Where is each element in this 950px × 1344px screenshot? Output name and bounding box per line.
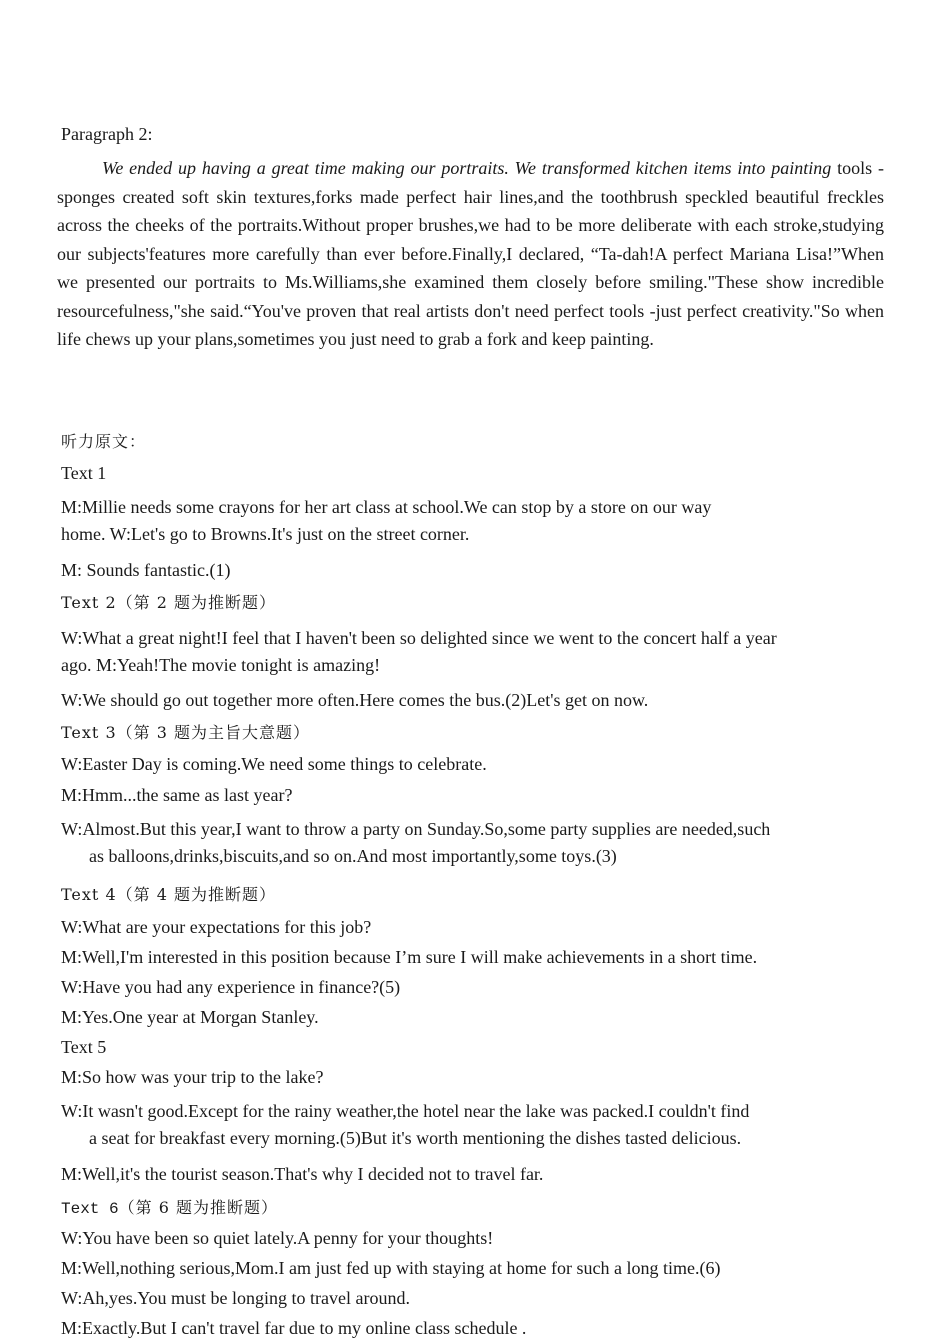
- text4-title: Text 4（第 4 题为推断题）: [61, 885, 276, 904]
- text2-title: Text 2（第 2 题为推断题）: [61, 593, 276, 612]
- text5-line-1: M:So how was your trip to the lake?: [61, 1067, 324, 1087]
- text6-line-1: W:You have been so quiet lately.A penny for your thoughts!: [61, 1228, 494, 1248]
- text4-line-1: W:What are your expectations for this job?: [61, 917, 372, 937]
- text6-line-2: M:Well,nothing serious,Mom.I am just fed up with staying at home for such a long time.(6): [61, 1258, 721, 1278]
- text3-title: Text 3（第 3 题为主旨大意题）: [61, 723, 310, 742]
- text1-line-1: M:Millie needs some crayons for her art class at school.We can stop by a store on our way: [61, 497, 712, 517]
- text5-title: Text 5: [61, 1037, 107, 1057]
- text6-line-3: W:Ah,yes.You must be longing to travel around.: [61, 1288, 410, 1308]
- text4-line-2: M:Well,I'm interested in this position because I’m sure I will make achievements in a short time.: [61, 947, 758, 967]
- paragraph-2-body: [57, 154, 884, 354]
- text6-title-note: （第 6 题为推断题）: [118, 1198, 278, 1217]
- paragraph-label: Paragraph 2:: [61, 124, 153, 144]
- text3-line-4: as balloons,drinks,biscuits,and so on.And most importantly,some toys.(3): [89, 846, 617, 866]
- text3-line-1: W:Easter Day is coming.We need some things to celebrate.: [61, 754, 487, 774]
- text1-title: Text 1: [61, 463, 107, 483]
- transcript-heading: 听力原文：: [61, 432, 147, 451]
- text5-line-4: M:Well,it's the tourist season.That's why I decided not to travel far.: [61, 1164, 544, 1184]
- text2-line-1: W:What a great night!I feel that I haven't been so delighted since we went to the concert half a year: [61, 628, 777, 648]
- text2-line-3: W:We should go out together more often.Here comes the bus.(2)Let's get on now.: [61, 690, 649, 710]
- text4-line-3: W:Have you had any experience in finance?(5): [61, 977, 401, 997]
- text5-line-2: W:It wasn't good.Except for the rainy weather,the hotel near the lake was packed.I couldn't find: [61, 1101, 750, 1121]
- text2-line-2: ago. M:Yeah!The movie tonight is amazing!: [61, 655, 381, 675]
- text1-line-2: home. W:Let's go to Browns.It's just on the street corner.: [61, 524, 470, 544]
- text1-line-3: M: Sounds fantastic.(1): [61, 560, 231, 580]
- text6-title: [61, 1196, 278, 1220]
- text6-line-4: M:Exactly.But I can't travel far due to my online class schedule .: [61, 1318, 527, 1338]
- paragraph-italic-lead: We ended up having a great time making our portraits. We transformed kitchen items into painting: [102, 158, 832, 178]
- text4-line-4: M:Yes.One year at Morgan Stanley.: [61, 1007, 319, 1027]
- text5-line-3: a seat for breakfast every morning.(5)But it's worth mentioning the dishes tasted delicious.: [89, 1128, 742, 1148]
- text3-line-3: W:Almost.But this year,I want to throw a party on Sunday.So,some party supplies are needed,such: [61, 819, 771, 839]
- paragraph-body-text: tools -sponges created soft skin textures,forks made perfect hair lines,and the toothbrush speckled beautiful freckles across the cheeks of the portraits.Without proper brushes,we had to be more deliberate with each stroke,studying our subjects'features more carefully than ever before.Finally,I declared, “Ta-dah!A perfect Mariana Lisa!”When we presented our portraits to Ms.Williams,she examined them closely before smiling."These show incredible resourcefulness,"she said.“You've proven that real artists don't need perfect tools -just perfect creativity."So when life chews up your plans,sometimes you just need to grab a fork and keep painting.: [57, 158, 884, 349]
- text3-line-2: M:Hmm...the same as last year?: [61, 785, 293, 805]
- text6-title-label: Text 6: [61, 1200, 119, 1218]
